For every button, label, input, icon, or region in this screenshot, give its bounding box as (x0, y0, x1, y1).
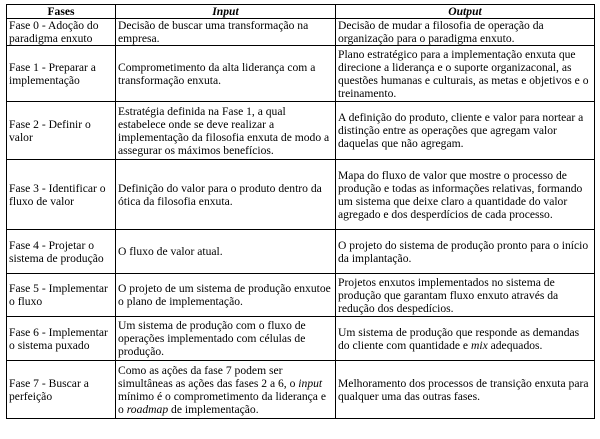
table-row (7, 274, 595, 317)
input-cell: Definição do valor para o produto dentro da ótica da filosofia enxuta. (116, 160, 336, 230)
fase-cell: Fase 3 - Identificar o fluxo de valor (7, 160, 116, 230)
table-row (7, 230, 595, 274)
header-input: Input (116, 5, 336, 19)
header-row (7, 5, 595, 19)
output-cell: Decisão de mudar a filosofia de operação da organização para o paradigma enxuto. (336, 19, 595, 46)
fase-cell: Fase 0 - Adoção do paradigma enxuto (7, 19, 116, 46)
input-cell: Um sistema de produção com o fluxo de operações implementado com células de produção. (116, 317, 336, 361)
output-cell: Plano estratégico para a implementação enxuta que direcione a liderança e o suporte organizaconal, as questões humanas e culturais, as metas e objetivos e o treinamento. (336, 46, 595, 102)
table-row (7, 19, 595, 46)
input-cell: Como as ações da fase 7 podem ser simultâneas as ações das fases 2 a 6, o input mínimo é o comprometimento da liderança e o roadmap de implementação. (116, 361, 336, 419)
fase-cell: Fase 7 - Buscar a perfeição (7, 361, 116, 419)
input-cell: O projeto de um sistema de produção enxutoe o plano de implementação. (116, 274, 336, 317)
input-cell: Estratégia definida na Fase 1, a qual estabelece onde se deve realizar a implementação da filosofia enxuta de modo a assegurar os máximos benefícios. (116, 102, 336, 160)
table-row (7, 102, 595, 160)
fase-cell: Fase 1 - Preparar a implementação (7, 46, 116, 102)
table-row (7, 361, 595, 419)
fase-cell: Fase 2 - Definir o valor (7, 102, 116, 160)
table-row (7, 160, 595, 230)
output-cell: A definição do produto, cliente e valor para nortear a distinção entre as operações que agregam valor daquelas que não agregam. (336, 102, 595, 160)
fase-cell: Fase 6 - Implementar o sistema puxado (7, 317, 116, 361)
input-cell: Decisão de buscar uma transformação na empresa. (116, 19, 336, 46)
output-cell: Um sistema de produção que responde as demandas do cliente com quantidade e mix adequados. (336, 317, 595, 361)
output-cell: O projeto do sistema de produção pronto para o início da implantação. (336, 230, 595, 274)
table-row (7, 46, 595, 102)
table-row (7, 317, 595, 361)
header-output: Output (336, 5, 595, 19)
phases-table (6, 4, 595, 419)
output-cell: Melhoramento dos processos de transição enxuta para qualquer uma das outras fases. (336, 361, 595, 419)
output-cell: Mapa do fluxo de valor que mostre o processo de produção e todas as informações relativas, formando um sistema que deixe claro a quantidade do valor agregado e dos desperdícios de cada processo. (336, 160, 595, 230)
input-cell: O fluxo de valor atual. (116, 230, 336, 274)
header-fases: Fases (7, 5, 116, 19)
output-cell: Projetos enxutos implementados no sistema de produção que garantam fluxo enxuto através da redução dos despedícios. (336, 274, 595, 317)
fase-cell: Fase 5 - Implementar o fluxo (7, 274, 116, 317)
input-cell: Comprometimento da alta liderança com a transformação enxuta. (116, 46, 336, 102)
fase-cell: Fase 4 - Projetar o sistema de produção (7, 230, 116, 274)
